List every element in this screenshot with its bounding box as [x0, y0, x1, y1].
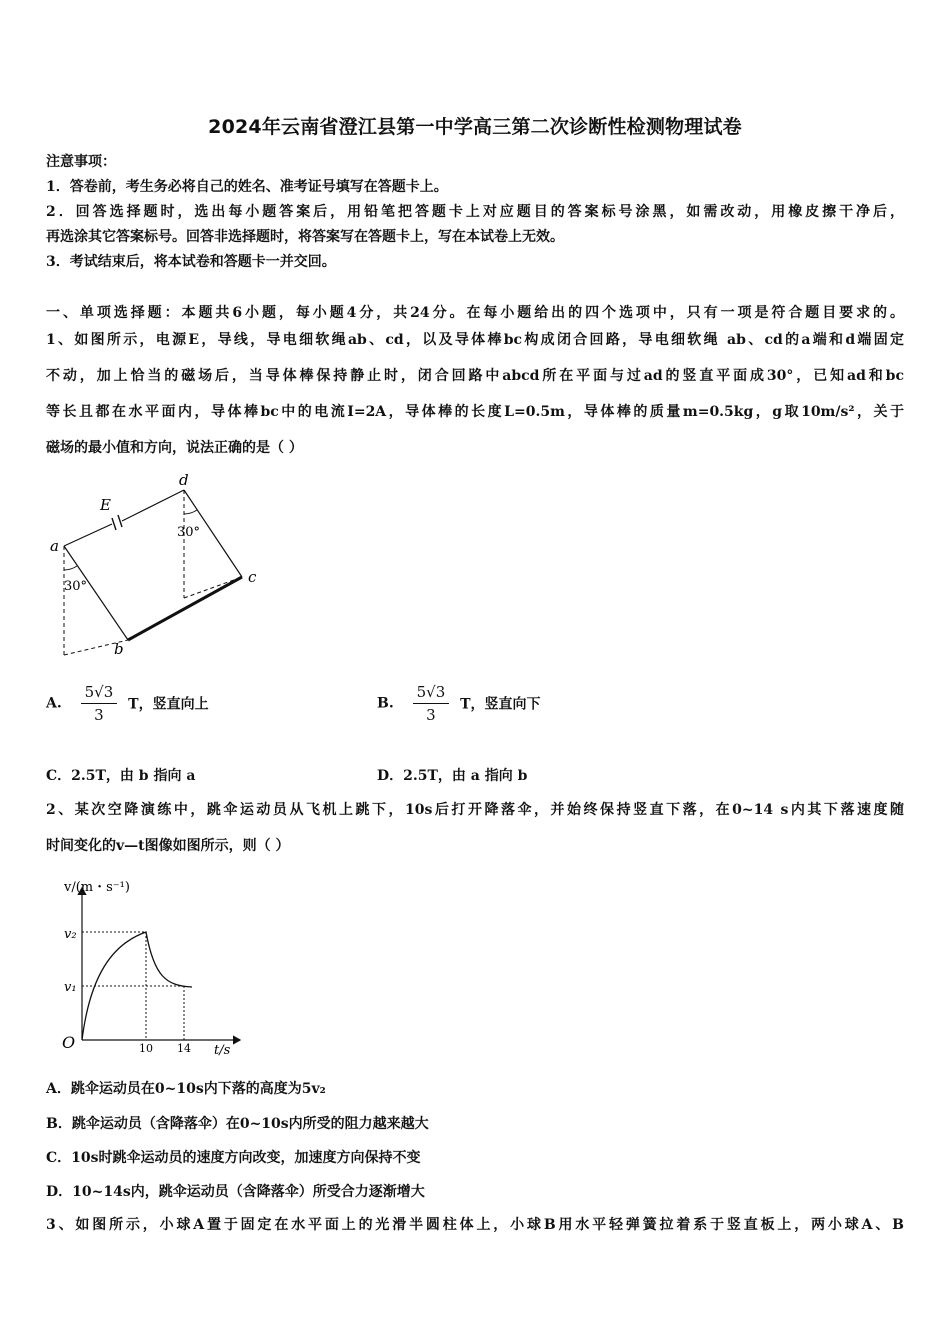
angle-label-a: 30°: [64, 579, 88, 594]
q1-text-3: 等长且都在水平面内，导体棒bc中的电流I=2A，导体棒的长度L=0.5m，导体棒的质量m=0.5kg，g取10m/s²，关于: [46, 404, 904, 420]
q2-option-c[interactable]: C．10s时跳伞运动员的速度方向改变，加速度方向保持不变: [46, 1150, 421, 1166]
notice-heading: 注意事项：: [46, 154, 116, 170]
option-letter: A.: [46, 695, 62, 712]
q2-option-a[interactable]: A．跳伞运动员在0~10s内下落的高度为5v₂: [46, 1081, 326, 1097]
t10-label: 10: [139, 1042, 153, 1055]
label-a: a: [50, 537, 59, 555]
q1-option-a[interactable]: [46, 683, 209, 724]
label-d: d: [179, 471, 189, 489]
fraction-denominator: 3: [426, 706, 436, 724]
notice-item-2a: 2．回答选择题时，选出每小题答案后，用铅笔把答题卡上对应题目的答案标号涂黑，如需改动，用橡皮擦干净后，: [46, 204, 904, 220]
origin-label: O: [62, 1033, 76, 1052]
option-letter: B.: [377, 695, 394, 712]
y-axis-label: v/(m・s⁻¹): [64, 880, 130, 895]
fraction-denominator: 3: [94, 706, 104, 724]
fraction-numerator: 5√3: [413, 683, 450, 704]
q2-vt-chart: [44, 868, 254, 1063]
label-E: E: [100, 496, 111, 514]
q1-text-4: 磁场的最小值和方向，说法正确的是（ ）: [46, 440, 303, 456]
q3-text-1: 3、如图所示，小球A置于固定在水平面上的光滑半圆柱体上，小球B用水平轻弹簧拉着系于竖直板上，两小球A、B: [46, 1217, 904, 1233]
q1-text-2: 不动，加上恰当的磁场后，当导体棒保持静止时，闭合回路中abcd所在平面与过ad的竖直平面成30°，已知ad和bc: [46, 368, 904, 384]
t14-label: 14: [177, 1042, 191, 1055]
q1-text-1: 1、如图所示，电源E，导线，导电细软绳ab、cd，以及导体棒bc构成闭合回路，导电细软绳 ab、cd的a端和d端固定: [46, 332, 904, 348]
angle-label-d: 30°: [177, 525, 201, 540]
q2-text-2: 时间变化的v—t图像如图所示，则（ ）: [46, 838, 290, 854]
page-title: 2024年云南省澄江县第一中学高三第二次诊断性检测物理试卷: [208, 116, 742, 138]
fraction: [413, 683, 450, 724]
notice-item-1: 1．答卷前，考生务必将自己的姓名、准考证号填写在答题卡上。: [46, 179, 448, 195]
notice-item-3: 3．考试结束后，将本试卷和答题卡一并交回。: [46, 254, 336, 270]
label-c: c: [248, 568, 257, 586]
v1-label: v₁: [64, 980, 77, 995]
option-text: T，竖直向上: [128, 696, 209, 713]
v2-label: v₂: [64, 927, 77, 942]
q1-option-b[interactable]: [377, 683, 541, 724]
q1-option-c[interactable]: C．2.5T，由 b 指向 a: [46, 768, 196, 784]
q2-option-d[interactable]: D．10~14s内，跳伞运动员（含降落伞）所受合力逐渐增大: [46, 1184, 425, 1200]
fraction: [81, 683, 118, 724]
option-text: T，竖直向下: [460, 696, 541, 713]
x-axis-label: t/s: [214, 1043, 231, 1058]
q1-circuit-figure: [44, 470, 264, 660]
q1-option-d[interactable]: D．2.5T，由 a 指向 b: [377, 768, 528, 784]
label-b: b: [114, 640, 124, 658]
q2-option-b[interactable]: B．跳伞运动员（含降落伞）在0~10s内所受的阻力越来越大: [46, 1116, 429, 1132]
notice-item-2b: 再选涂其它答案标号。回答非选择题时，将答案写在答题卡上，写在本试卷上无效。: [46, 229, 564, 245]
fraction-numerator: 5√3: [81, 683, 118, 704]
q2-text-1: 2、某次空降演练中，跳伞运动员从飞机上跳下，10s后打开降落伞，并始终保持竖直下落，在0~14 s内其下落速度随: [46, 802, 904, 818]
section-heading: 一、单项选择题：本题共6小题，每小题4分，共24分。在每小题给出的四个选项中，只有一项是符合题目要求的。: [46, 305, 904, 321]
